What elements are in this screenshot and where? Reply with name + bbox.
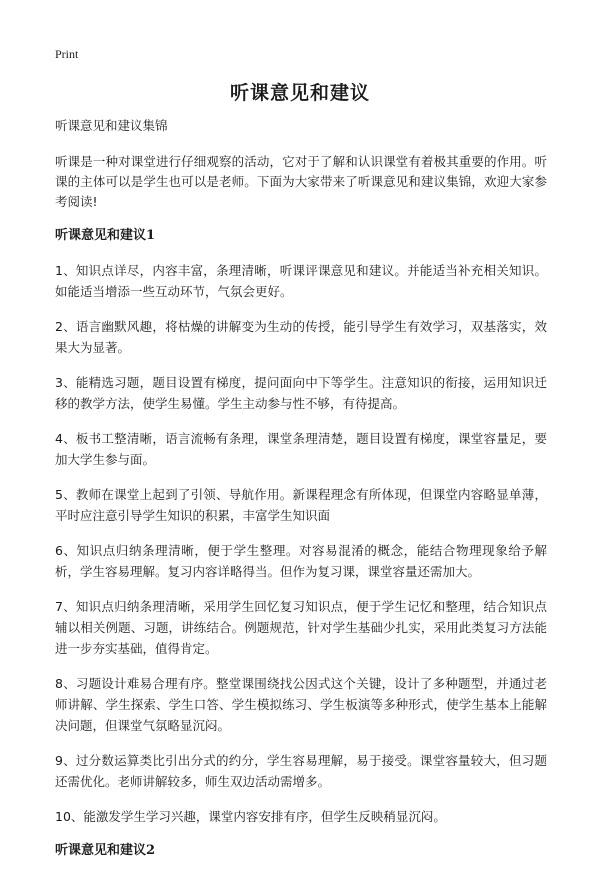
- suggestion-item-7: 7、知识点归纳条理清晰，采用学生回忆复习知识点，便于学生记忆和整理，结合知识点辅以相关例题、习题，讲练结合。例题规范，针对学生基础少扎实，采用此类复习方法能进一步夯实基础，值得肯定。: [55, 599, 547, 656]
- suggestion-item-8: 8、习题设计难易合理有序。整堂课围绕找公因式这个关键，设计了多种题型，并通过老师讲解、学生探索、学生口答、学生模拟练习、学生板演等多种形式，使学生基本上能解决问题，但课堂气氛略显沉闷。: [55, 676, 547, 733]
- suggestion-item-4: 4、板书工整清晰，语言流畅有条理，课堂条理清楚，题目设置有梯度，课堂容量足，要加大学生参与面。: [55, 431, 547, 467]
- article-body: [55, 116, 547, 875]
- suggestion-item-6: 6、知识点归纳条理清晰，便于学生整理。对容易混淆的概念，能结合物理现象给予解析，学生容易理解。复习内容详略得当。但作为复习课，课堂容量还需加大。: [55, 543, 547, 579]
- article-subtitle: 听课意见和建议集锦: [55, 118, 168, 133]
- intro-paragraph: 听课是一种对课堂进行仔细观察的活动，它对于了解和认识课堂有着极其重要的作用。听课的主体可以是学生也可以是老师。下面为大家带来了听课意见和建议集锦，欢迎大家参考阅读!: [55, 154, 547, 209]
- section-heading-2: 听课意见和建议2: [55, 843, 156, 858]
- suggestion-item-3: 3、能精选习题，题目设置有梯度，提问面向中下等学生。注意知识的衔接，运用知识迁移的教学方法，使学生易懂。学生主动参与性不够，有待提高。: [55, 375, 547, 411]
- suggestion-item-2: 2、语言幽默风趣，将枯燥的讲解变为生动的传授，能引导学生有效学习，双基落实，效果大为显著。: [55, 319, 547, 355]
- print-link[interactable]: Print: [55, 47, 79, 61]
- suggestion-item-1: 1、知识点详尽，内容丰富，条理清晰，听课评课意见和建议。并能适当补充相关知识。如能适当增添一些互动环节，气氛会更好。: [55, 263, 547, 299]
- suggestion-item-5: 5、教师在课堂上起到了引领、导航作用。新课程理念有所体现，但课堂内容略显单薄，平时应注意引导学生知识的积累，丰富学生知识面: [55, 487, 547, 523]
- section-heading-1: 听课意见和建议1: [55, 228, 156, 243]
- page-title: 听课意见和建议: [229, 82, 370, 104]
- suggestion-item-10: 10、能激发学生学习兴趣，课堂内容安排有序，但学生反映稍显沉闷。: [55, 809, 446, 824]
- suggestion-item-9: 9、过分数运算类比引出分式的约分，学生容易理解，易于接受。课堂容量较大，但习题还需优化。老师讲解较多，师生双边活动需增多。: [55, 753, 547, 789]
